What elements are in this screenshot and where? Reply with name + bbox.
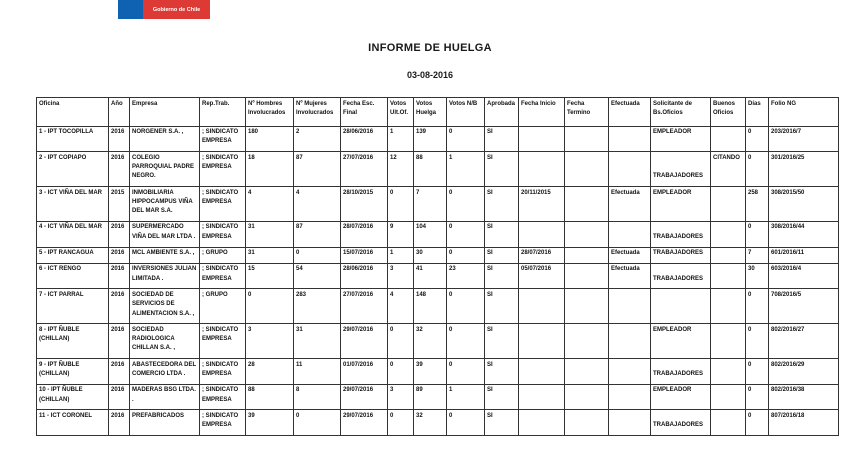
cell-buenos-oficios bbox=[711, 126, 746, 152]
cell-votos-nb: 0 bbox=[447, 187, 485, 222]
cell-hombres-involucrados: 0 bbox=[246, 289, 294, 324]
cell-fecha-esc-final: 29/07/2016 bbox=[341, 384, 388, 410]
cell-buenos-oficios bbox=[711, 221, 746, 247]
col-header-fecha-termino: Fecha Termino bbox=[565, 98, 609, 127]
cell-solicitante-bs-oficios: EMPLEADOR bbox=[651, 187, 711, 222]
cell-fecha-esc-final: 28/10/2015 bbox=[341, 187, 388, 222]
cell-fecha-inicio bbox=[519, 221, 565, 247]
cell-votos-ult-of: 12 bbox=[388, 152, 414, 187]
col-header-folio-ng: Folio NG bbox=[769, 98, 839, 127]
cell-folio-ng: 802/2016/29 bbox=[769, 359, 839, 385]
cell-hombres-involucrados: 28 bbox=[246, 359, 294, 385]
cell-buenos-oficios bbox=[711, 289, 746, 324]
cell-votos-ult-of: 1 bbox=[388, 126, 414, 152]
cell-empresa: COLEGIO PARROQUIAL PADRE NEGRO. bbox=[130, 152, 200, 187]
cell-oficina: 6 - ICT RENGO bbox=[37, 263, 109, 289]
cell-hombres-involucrados: 3 bbox=[246, 324, 294, 359]
cell-efectuada bbox=[609, 359, 651, 385]
table-row bbox=[37, 289, 839, 324]
cell-hombres-involucrados: 88 bbox=[246, 384, 294, 410]
report-date: 03-08-2016 bbox=[406, 70, 454, 80]
cell-votos-huelga: 89 bbox=[414, 384, 447, 410]
cell-fecha-termino bbox=[565, 263, 609, 289]
cell-votos-nb: 0 bbox=[447, 247, 485, 263]
col-header-aprobada: Aprobada bbox=[485, 98, 519, 127]
cell-solicitante-bs-oficios: TRABAJADORES bbox=[651, 221, 711, 247]
cell-aprobada: SI bbox=[485, 263, 519, 289]
cell-mujeres-involucrados: 54 bbox=[294, 263, 341, 289]
col-header-empresa: Empresa bbox=[130, 98, 200, 127]
cell-rep-trab: ; SINDICATO EMPRESA bbox=[200, 263, 246, 289]
cell-efectuada bbox=[609, 221, 651, 247]
cell-folio-ng: 708/2016/5 bbox=[769, 289, 839, 324]
cell-ano: 2016 bbox=[109, 324, 130, 359]
cell-dias: 0 bbox=[746, 289, 769, 324]
cell-ano: 2016 bbox=[109, 263, 130, 289]
cell-oficina: 7 - ICT PARRAL bbox=[37, 289, 109, 324]
cell-empresa: SUPERMERCADO VIÑA DEL MAR LTDA . bbox=[130, 221, 200, 247]
cell-solicitante-bs-oficios: EMPLEADOR bbox=[651, 324, 711, 359]
cell-buenos-oficios bbox=[711, 187, 746, 222]
col-header-fecha-esc-final: Fecha Esc. Final bbox=[341, 98, 388, 127]
cell-aprobada: SI bbox=[485, 126, 519, 152]
cell-votos-nb: 0 bbox=[447, 324, 485, 359]
cell-ano: 2016 bbox=[109, 289, 130, 324]
cell-hombres-involucrados: 15 bbox=[246, 263, 294, 289]
cell-hombres-involucrados: 31 bbox=[246, 247, 294, 263]
cell-folio-ng: 308/2015/50 bbox=[769, 187, 839, 222]
col-header-oficina: Oficina bbox=[37, 98, 109, 127]
cell-votos-ult-of: 4 bbox=[388, 289, 414, 324]
cell-oficina: 10 - IPT ÑUBLE (CHILLAN) bbox=[37, 384, 109, 410]
cell-efectuada: Efectuada bbox=[609, 247, 651, 263]
cell-fecha-inicio bbox=[519, 126, 565, 152]
cell-rep-trab: ; GRUPO bbox=[200, 289, 246, 324]
cell-aprobada: SI bbox=[485, 247, 519, 263]
cell-buenos-oficios bbox=[711, 410, 746, 436]
cell-dias: 0 bbox=[746, 384, 769, 410]
cell-fecha-esc-final: 28/06/2016 bbox=[341, 126, 388, 152]
cell-empresa: INMOBILIARIA HIPPOCAMPUS VIÑA DEL MAR S.A. bbox=[130, 187, 200, 222]
table-row bbox=[37, 126, 839, 152]
cell-mujeres-involucrados: 4 bbox=[294, 187, 341, 222]
cell-efectuada bbox=[609, 384, 651, 410]
cell-dias: 258 bbox=[746, 187, 769, 222]
gobierno-de-chile-logo bbox=[118, 0, 210, 19]
cell-folio-ng: 203/2016/7 bbox=[769, 126, 839, 152]
col-header-votos-ult-of: Votos Ult.Of. bbox=[388, 98, 414, 127]
cell-mujeres-involucrados: 283 bbox=[294, 289, 341, 324]
col-header-ano: Año bbox=[109, 98, 130, 127]
cell-buenos-oficios bbox=[711, 263, 746, 289]
report-title: INFORME DE HUELGA bbox=[368, 42, 492, 54]
cell-ano: 2015 bbox=[109, 187, 130, 222]
cell-fecha-esc-final: 27/07/2016 bbox=[341, 152, 388, 187]
cell-fecha-inicio bbox=[519, 410, 565, 436]
cell-dias: 30 bbox=[746, 263, 769, 289]
cell-oficina: 11 - ICT CORONEL bbox=[37, 410, 109, 436]
cell-votos-ult-of: 9 bbox=[388, 221, 414, 247]
cell-oficina: 5 - IPT RANCAGUA bbox=[37, 247, 109, 263]
cell-folio-ng: 807/2016/18 bbox=[769, 410, 839, 436]
cell-votos-nb: 23 bbox=[447, 263, 485, 289]
table-row bbox=[37, 152, 839, 187]
cell-votos-nb: 0 bbox=[447, 410, 485, 436]
cell-mujeres-involucrados: 87 bbox=[294, 152, 341, 187]
cell-oficina: 3 - ICT VIÑA DEL MAR bbox=[37, 187, 109, 222]
cell-empresa: PREFABRICADOS bbox=[130, 410, 200, 436]
cell-fecha-esc-final: 01/07/2016 bbox=[341, 359, 388, 385]
cell-votos-nb: 0 bbox=[447, 359, 485, 385]
cell-fecha-esc-final: 29/07/2016 bbox=[341, 324, 388, 359]
cell-solicitante-bs-oficios: TRABAJADORES bbox=[651, 247, 711, 263]
cell-aprobada: SI bbox=[485, 152, 519, 187]
cell-votos-ult-of: 0 bbox=[388, 324, 414, 359]
cell-empresa: SOCIEDAD RADIOLOGICA CHILLAN S.A. , bbox=[130, 324, 200, 359]
cell-fecha-inicio: 28/07/2016 bbox=[519, 247, 565, 263]
cell-oficina: 1 - IPT TOCOPILLA bbox=[37, 126, 109, 152]
cell-empresa: INVERSIONES JULIAN LIMITADA . bbox=[130, 263, 200, 289]
cell-rep-trab: ; SINDICATO EMPRESA bbox=[200, 152, 246, 187]
cell-dias: 0 bbox=[746, 221, 769, 247]
cell-votos-ult-of: 3 bbox=[388, 384, 414, 410]
cell-aprobada: SI bbox=[485, 187, 519, 222]
cell-ano: 2016 bbox=[109, 359, 130, 385]
cell-efectuada bbox=[609, 289, 651, 324]
cell-votos-nb: 0 bbox=[447, 221, 485, 247]
cell-oficina: 9 - IPT ÑUBLE (CHILLAN) bbox=[37, 359, 109, 385]
col-header-efectuada: Efectuada bbox=[609, 98, 651, 127]
cell-fecha-termino bbox=[565, 247, 609, 263]
cell-aprobada: SI bbox=[485, 289, 519, 324]
cell-votos-ult-of: 3 bbox=[388, 263, 414, 289]
cell-hombres-involucrados: 39 bbox=[246, 410, 294, 436]
cell-aprobada: SI bbox=[485, 221, 519, 247]
cell-oficina: 2 - IPT COPIAPO bbox=[37, 152, 109, 187]
col-header-votos-nb: Votos N/B bbox=[447, 98, 485, 127]
cell-fecha-inicio bbox=[519, 324, 565, 359]
cell-ano: 2016 bbox=[109, 384, 130, 410]
cell-rep-trab: ; SINDICATO EMPRESA bbox=[200, 187, 246, 222]
cell-efectuada: Efectuada bbox=[609, 263, 651, 289]
col-header-solicitante-bs-oficios: Solicitante de Bs.Oficios bbox=[651, 98, 711, 127]
cell-votos-ult-of: 0 bbox=[388, 187, 414, 222]
cell-folio-ng: 308/2016/44 bbox=[769, 221, 839, 247]
cell-votos-huelga: 39 bbox=[414, 359, 447, 385]
cell-votos-nb: 0 bbox=[447, 126, 485, 152]
cell-empresa: MCL AMBIENTE S.A. , bbox=[130, 247, 200, 263]
cell-fecha-esc-final: 29/07/2016 bbox=[341, 410, 388, 436]
cell-oficina: 8 - IPT ÑUBLE (CHILLAN) bbox=[37, 324, 109, 359]
cell-mujeres-involucrados: 2 bbox=[294, 126, 341, 152]
cell-fecha-esc-final: 27/07/2016 bbox=[341, 289, 388, 324]
cell-hombres-involucrados: 18 bbox=[246, 152, 294, 187]
cell-dias: 0 bbox=[746, 152, 769, 187]
cell-votos-huelga: 30 bbox=[414, 247, 447, 263]
cell-fecha-inicio: 05/07/2016 bbox=[519, 263, 565, 289]
cell-aprobada: SI bbox=[485, 410, 519, 436]
table-row bbox=[37, 221, 839, 247]
cell-solicitante-bs-oficios: EMPLEADOR bbox=[651, 384, 711, 410]
cell-rep-trab: ; SINDICATO EMPRESA bbox=[200, 221, 246, 247]
cell-buenos-oficios bbox=[711, 324, 746, 359]
cell-folio-ng: 603/2016/4 bbox=[769, 263, 839, 289]
cell-fecha-termino bbox=[565, 289, 609, 324]
cell-folio-ng: 802/2016/38 bbox=[769, 384, 839, 410]
cell-mujeres-involucrados: 11 bbox=[294, 359, 341, 385]
cell-mujeres-involucrados: 0 bbox=[294, 247, 341, 263]
cell-dias: 7 bbox=[746, 247, 769, 263]
cell-empresa: MADERAS BSG LTDA. . bbox=[130, 384, 200, 410]
cell-fecha-esc-final: 15/07/2016 bbox=[341, 247, 388, 263]
cell-efectuada bbox=[609, 126, 651, 152]
col-header-fecha-inicio: Fecha Inicio bbox=[519, 98, 565, 127]
cell-ano: 2016 bbox=[109, 221, 130, 247]
cell-buenos-oficios bbox=[711, 359, 746, 385]
cell-hombres-involucrados: 180 bbox=[246, 126, 294, 152]
cell-fecha-termino bbox=[565, 410, 609, 436]
cell-solicitante-bs-oficios bbox=[651, 289, 711, 324]
cell-fecha-inicio bbox=[519, 289, 565, 324]
cell-buenos-oficios bbox=[711, 384, 746, 410]
cell-aprobada: SI bbox=[485, 384, 519, 410]
cell-dias: 0 bbox=[746, 410, 769, 436]
cell-efectuada bbox=[609, 152, 651, 187]
cell-empresa: SOCIEDAD DE SERVICIOS DE ALIMENTACION S.A. , bbox=[130, 289, 200, 324]
cell-solicitante-bs-oficios: TRABAJADORES bbox=[651, 263, 711, 289]
cell-votos-huelga: 32 bbox=[414, 324, 447, 359]
cell-mujeres-involucrados: 87 bbox=[294, 221, 341, 247]
cell-folio-ng: 301/2016/25 bbox=[769, 152, 839, 187]
table-row bbox=[37, 247, 839, 263]
cell-fecha-termino bbox=[565, 152, 609, 187]
cell-votos-huelga: 148 bbox=[414, 289, 447, 324]
cell-ano: 2016 bbox=[109, 247, 130, 263]
table-row bbox=[37, 359, 839, 385]
col-header-buenos-oficios: Buenos Oficios bbox=[711, 98, 746, 127]
cell-ano: 2016 bbox=[109, 152, 130, 187]
cell-aprobada: SI bbox=[485, 324, 519, 359]
cell-votos-nb: 1 bbox=[447, 384, 485, 410]
cell-hombres-involucrados: 4 bbox=[246, 187, 294, 222]
huelga-table bbox=[36, 97, 839, 436]
table-row bbox=[37, 324, 839, 359]
cell-folio-ng: 802/2016/27 bbox=[769, 324, 839, 359]
cell-buenos-oficios: CITANDO bbox=[711, 152, 746, 187]
cell-rep-trab: ; SINDICATO EMPRESA bbox=[200, 324, 246, 359]
cell-oficina: 4 - ICT VIÑA DEL MAR bbox=[37, 221, 109, 247]
table-row bbox=[37, 263, 839, 289]
cell-fecha-termino bbox=[565, 384, 609, 410]
cell-rep-trab: ; SINDICATO EMPRESA bbox=[200, 126, 246, 152]
cell-votos-huelga: 41 bbox=[414, 263, 447, 289]
cell-efectuada bbox=[609, 410, 651, 436]
cell-fecha-termino bbox=[565, 126, 609, 152]
cell-fecha-termino bbox=[565, 187, 609, 222]
col-header-hombres-involucrados: Nº Hombres Involucrados bbox=[246, 98, 294, 127]
col-header-rep-trab: Rep.Trab. bbox=[200, 98, 246, 127]
cell-votos-huelga: 88 bbox=[414, 152, 447, 187]
cell-votos-huelga: 104 bbox=[414, 221, 447, 247]
cell-fecha-inicio: 20/11/2015 bbox=[519, 187, 565, 222]
col-header-dias: Días bbox=[746, 98, 769, 127]
cell-votos-nb: 1 bbox=[447, 152, 485, 187]
cell-dias: 0 bbox=[746, 359, 769, 385]
cell-mujeres-involucrados: 0 bbox=[294, 410, 341, 436]
cell-mujeres-involucrados: 31 bbox=[294, 324, 341, 359]
cell-votos-huelga: 7 bbox=[414, 187, 447, 222]
cell-fecha-esc-final: 28/06/2016 bbox=[341, 263, 388, 289]
cell-dias: 0 bbox=[746, 324, 769, 359]
table-row bbox=[37, 384, 839, 410]
table-row bbox=[37, 187, 839, 222]
cell-fecha-termino bbox=[565, 221, 609, 247]
cell-empresa: NORGENER S.A. , bbox=[130, 126, 200, 152]
cell-aprobada: SI bbox=[485, 359, 519, 385]
logo-text: Gobierno de Chile bbox=[152, 6, 201, 13]
cell-fecha-termino bbox=[565, 359, 609, 385]
col-header-mujeres-involucrados: Nº Mujeres Involucrados bbox=[294, 98, 341, 127]
cell-empresa: ABASTECEDORA DEL COMERCIO LTDA . bbox=[130, 359, 200, 385]
cell-efectuada: Efectuada bbox=[609, 187, 651, 222]
cell-fecha-inicio bbox=[519, 384, 565, 410]
cell-rep-trab: ; SINDICATO EMPRESA bbox=[200, 384, 246, 410]
cell-solicitante-bs-oficios: TRABAJADORES bbox=[651, 410, 711, 436]
cell-buenos-oficios bbox=[711, 247, 746, 263]
cell-votos-ult-of: 0 bbox=[388, 410, 414, 436]
cell-rep-trab: ; SINDICATO EMPRESA bbox=[200, 410, 246, 436]
cell-solicitante-bs-oficios: TRABAJADORES bbox=[651, 359, 711, 385]
cell-rep-trab: ; SINDICATO EMPRESA bbox=[200, 359, 246, 385]
header-row bbox=[37, 98, 839, 127]
cell-rep-trab: ; GRUPO bbox=[200, 247, 246, 263]
cell-votos-huelga: 139 bbox=[414, 126, 447, 152]
cell-ano: 2016 bbox=[109, 410, 130, 436]
cell-votos-ult-of: 1 bbox=[388, 247, 414, 263]
cell-solicitante-bs-oficios: TRABAJADORES bbox=[651, 152, 711, 187]
cell-fecha-inicio bbox=[519, 359, 565, 385]
cell-mujeres-involucrados: 8 bbox=[294, 384, 341, 410]
logo-flag-red bbox=[143, 0, 210, 19]
cell-fecha-termino bbox=[565, 324, 609, 359]
cell-fecha-inicio bbox=[519, 152, 565, 187]
cell-efectuada bbox=[609, 324, 651, 359]
cell-hombres-involucrados: 31 bbox=[246, 221, 294, 247]
cell-votos-huelga: 32 bbox=[414, 410, 447, 436]
col-header-votos-huelga: Votos Huelga bbox=[414, 98, 447, 127]
cell-votos-nb: 0 bbox=[447, 289, 485, 324]
cell-fecha-esc-final: 28/07/2016 bbox=[341, 221, 388, 247]
cell-votos-ult-of: 0 bbox=[388, 359, 414, 385]
table-row bbox=[37, 410, 839, 436]
cell-folio-ng: 601/2016/11 bbox=[769, 247, 839, 263]
cell-solicitante-bs-oficios: EMPLEADOR bbox=[651, 126, 711, 152]
cell-dias: 0 bbox=[746, 126, 769, 152]
cell-ano: 2016 bbox=[109, 126, 130, 152]
logo-flag-blue-icon bbox=[118, 0, 143, 19]
